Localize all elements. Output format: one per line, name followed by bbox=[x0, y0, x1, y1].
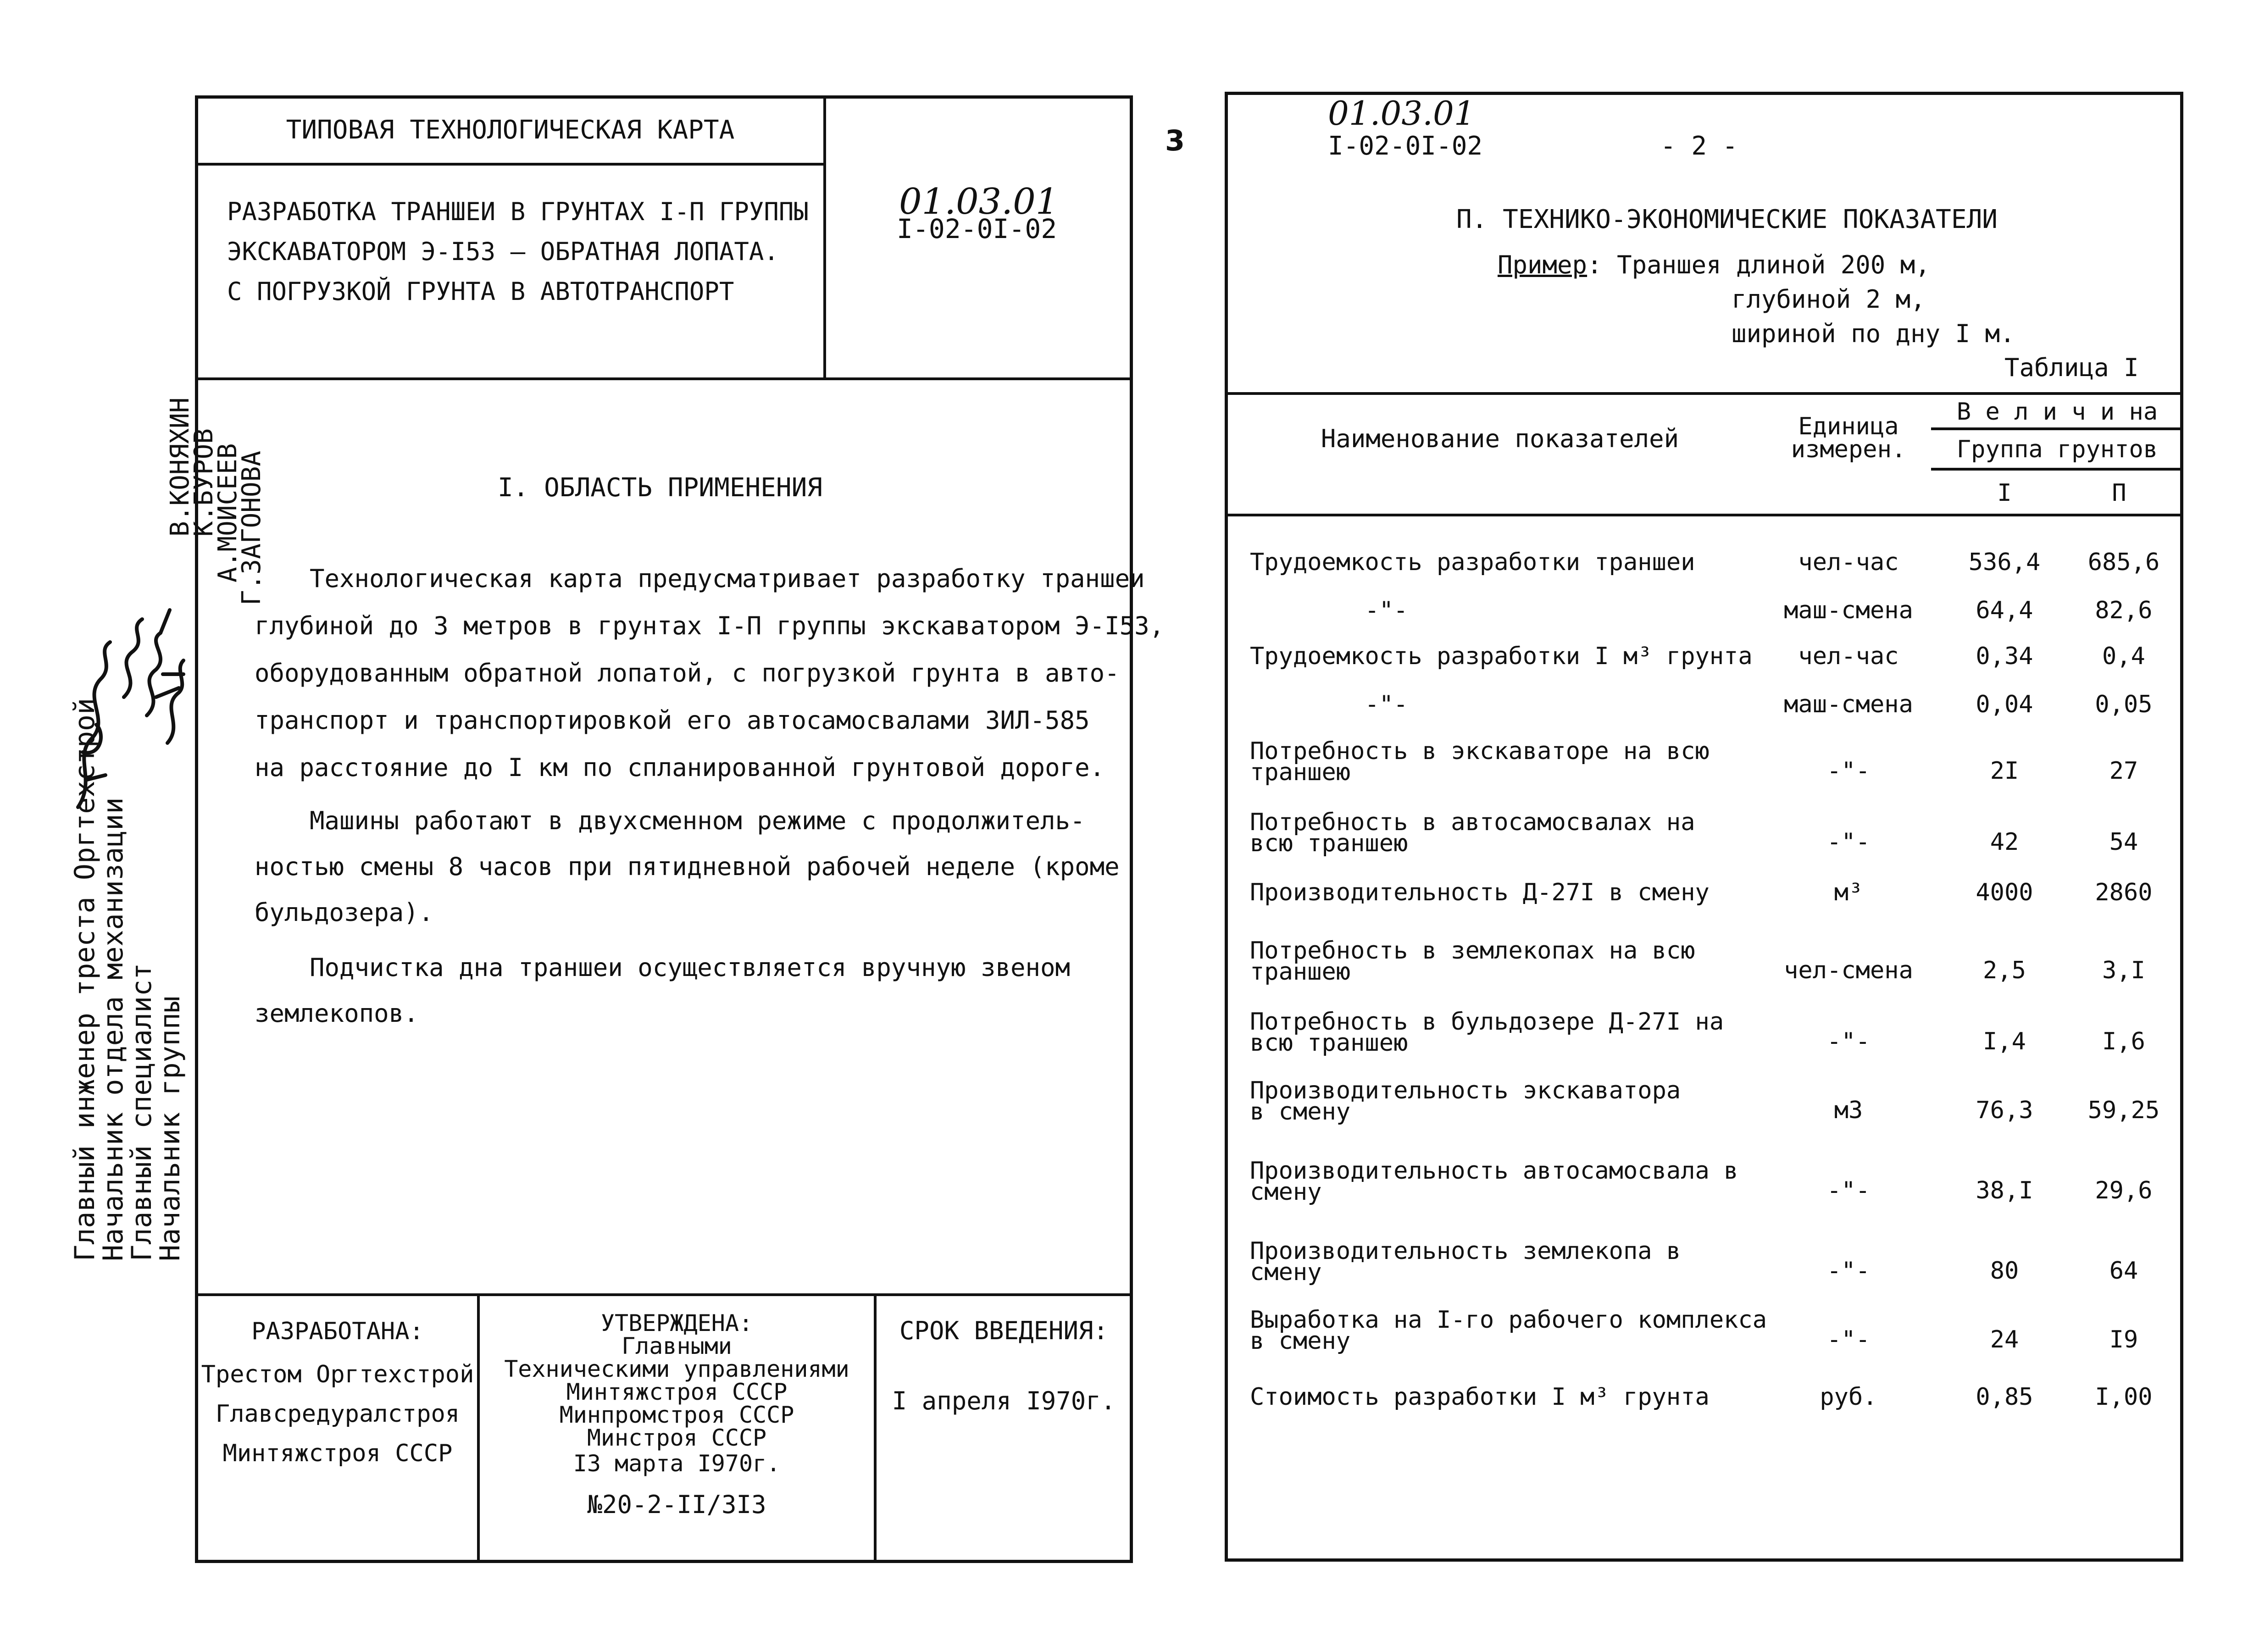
signatory-role: Главный инженер треста Оргтехстрой bbox=[69, 698, 101, 1261]
document-code: I-02-0I-02 bbox=[897, 213, 1057, 244]
indicator-unit: -"- bbox=[1827, 1257, 1870, 1285]
unit-header-line: измерен. bbox=[1791, 436, 1906, 463]
developed-line: Главсредуралстроя bbox=[215, 1400, 460, 1428]
value-group-2: 27 bbox=[2109, 757, 2138, 785]
subject-line: ЭКСКАВАТОРОМ Э-I53 – ОБРАТНАЯ ЛОПАТА. bbox=[227, 237, 779, 266]
value-group-2: 54 bbox=[2109, 828, 2138, 856]
value-group-1: 4000 bbox=[1976, 879, 2033, 906]
indicator-name: Потребность в бульдозере Д-27I на всю траншею bbox=[1250, 1008, 1724, 1057]
signatory-name: Г.ЗАГОНОВА bbox=[237, 450, 266, 605]
paragraph-line: Технологическая карта предусматривает разработку траншеи bbox=[310, 564, 1145, 593]
table-caption: Таблица I bbox=[2004, 353, 2139, 382]
value-group-2: 0,05 bbox=[2095, 691, 2153, 718]
value-group-1: 80 bbox=[1990, 1257, 2019, 1285]
value-group-2: 2860 bbox=[2095, 879, 2153, 906]
developed-by bbox=[198, 1312, 477, 1473]
developed-label: РАЗРАБОТАНА: bbox=[251, 1318, 424, 1345]
indicator-unit: -"- bbox=[1827, 1177, 1870, 1204]
paragraph-line: глубиной до 3 метров в грунтах I-П группы экскаватором Э-I53, bbox=[255, 611, 1165, 640]
value-group-1: 2,5 bbox=[1983, 957, 2026, 984]
value-group-2: I9 bbox=[2109, 1326, 2138, 1353]
page-number: 3 bbox=[1165, 124, 1185, 157]
value-group-1: 24 bbox=[1990, 1326, 2019, 1353]
approved-number: №20-2-II/3I3 bbox=[587, 1490, 766, 1519]
approved-line: Минтяжстроя СССР bbox=[566, 1379, 788, 1405]
left-footer-top bbox=[195, 1293, 1133, 1296]
indicator-name: Трудоемкость разработки I м³ грунта bbox=[1250, 643, 1753, 670]
scope-paragraph-2 bbox=[255, 798, 1120, 936]
date-value: I апреля I970г. bbox=[892, 1386, 1116, 1415]
subject-line: С ПОГРУЗКОЙ ГРУНТА В АВТОТРАНСПОРТ bbox=[227, 277, 734, 306]
example-block bbox=[1498, 248, 2015, 351]
table-header-rule-1 bbox=[1931, 427, 2183, 430]
table-header-rule-2 bbox=[1931, 468, 2183, 471]
approved-line: Техническими управлениями bbox=[504, 1356, 849, 1382]
paragraph-line: транспорт и транспортировкой его автосамосвалами ЗИЛ-585 bbox=[255, 706, 1090, 735]
value-group-2: I,6 bbox=[2102, 1028, 2145, 1055]
value-group-2: 29,6 bbox=[2095, 1177, 2153, 1204]
paragraph-line: ностью смены 8 часов при пятидневной рабочей неделе (кроме bbox=[255, 852, 1120, 881]
left-header-bottom bbox=[195, 377, 1133, 380]
value-group-1: 0,04 bbox=[1976, 691, 2033, 718]
right-handwritten-code: 01.03.01 bbox=[1328, 94, 1475, 133]
signatory-role: Начальник группы bbox=[154, 996, 186, 1261]
document-subject bbox=[227, 197, 809, 306]
indicator-name: Выработка на I-го рабочего комплекса в смену bbox=[1250, 1306, 1767, 1355]
example-line: шириной по дну I м. bbox=[1732, 319, 2015, 348]
value-group-1: 2I bbox=[1990, 757, 2019, 785]
date-label: СРОК ВВЕДЕНИЯ: bbox=[899, 1316, 1109, 1345]
right-document-code: I-02-0I-02 bbox=[1328, 131, 1483, 161]
value-group-1: 0,34 bbox=[1976, 643, 2033, 670]
value-group-1: 536,4 bbox=[1968, 549, 2041, 576]
signatory-name: А.МОИСЕЕВ bbox=[213, 443, 243, 582]
col-header-group-2: П bbox=[2112, 479, 2126, 507]
scope-paragraph-1 bbox=[255, 555, 1164, 791]
example-line bbox=[1498, 248, 2015, 282]
indicator-name: Потребность в автосамосвалах на всю траншею bbox=[1250, 809, 1695, 857]
approved-line: I3 марта I970г. bbox=[573, 1450, 781, 1477]
indicator-unit: чел-смена bbox=[1784, 957, 1913, 984]
subject-line: РАЗРАБОТКА ТРАНШЕИ В ГРУНТАХ I-П ГРУППЫ bbox=[227, 197, 809, 226]
indicator-name: -"- bbox=[1250, 597, 1408, 624]
example-text: : Траншея длиной 200 м, bbox=[1587, 250, 1930, 279]
example-label: Пример bbox=[1498, 250, 1587, 279]
handwritten-signatures bbox=[69, 459, 193, 826]
value-group-2: 59,25 bbox=[2087, 1097, 2160, 1124]
value-group-1: 64,4 bbox=[1976, 597, 2033, 624]
indicator-unit: -"- bbox=[1827, 828, 1870, 856]
approved-by bbox=[480, 1310, 874, 1519]
value-group-1: I,4 bbox=[1983, 1028, 2026, 1055]
paragraph-line: Машины работают в двухсменном режиме с продолжитель- bbox=[310, 806, 1085, 835]
indicator-name: Стоимость разработки I м³ грунта bbox=[1250, 1383, 1710, 1411]
value-group-1: 0,85 bbox=[1976, 1383, 2033, 1411]
header-title: ТИПОВАЯ ТЕХНОЛОГИЧЕСКАЯ КАРТА bbox=[286, 115, 735, 145]
indicator-unit: маш-смена bbox=[1784, 691, 1913, 718]
signatory-name: В.КОНЯХИН bbox=[165, 397, 195, 537]
approved-label: УТВЕРЖДЕНА: bbox=[600, 1310, 753, 1336]
paragraph-line: бульдозера). bbox=[255, 898, 434, 927]
indicator-name: -"- bbox=[1250, 691, 1408, 718]
example-line: глубиной 2 м, bbox=[1732, 285, 1926, 314]
paragraph-line: на расстояние до I км по спланированной грунтовой дороге. bbox=[255, 753, 1105, 782]
left-header-vertical bbox=[823, 95, 826, 380]
value-group-1: 42 bbox=[1990, 828, 2019, 856]
developed-line: Трестом Оргтехстрой bbox=[201, 1361, 474, 1388]
value-group-2: 3,I bbox=[2102, 957, 2145, 984]
indicator-unit: чел-час bbox=[1798, 643, 1899, 670]
paragraph-line: Подчистка дна траншеи осуществляется вручную звеном bbox=[310, 953, 1071, 982]
signatory-role: Начальник отдела механизации bbox=[97, 797, 129, 1261]
indicator-unit: м3 bbox=[1834, 1097, 1863, 1124]
indicator-name: Трудоемкость разработки траншеи bbox=[1250, 549, 1695, 576]
developed-line: Минтяжстроя СССР bbox=[222, 1440, 453, 1467]
paragraph-line: оборудованным обратной лопатой, с погрузкой грунта в авто- bbox=[255, 659, 1120, 687]
value-group-2: 685,6 bbox=[2087, 549, 2160, 576]
scope-paragraph-3 bbox=[255, 945, 1070, 1037]
indicator-unit: руб. bbox=[1820, 1383, 1877, 1411]
table-header-bottom bbox=[1225, 514, 2183, 516]
signatory-role: Главный специалист bbox=[126, 963, 158, 1261]
col-header-name: Наименование показателей bbox=[1321, 424, 1679, 453]
col-header-soil-group: Группа грунтов bbox=[1956, 436, 2158, 463]
signatory-row bbox=[154, 996, 195, 1261]
paragraph-line: землекопов. bbox=[255, 999, 419, 1028]
indicator-unit: -"- bbox=[1827, 1326, 1870, 1353]
handwritten-code: 01.03.01 bbox=[899, 181, 1059, 222]
indicator-name: Производительность Д-27I в смену bbox=[1250, 879, 1710, 906]
approved-line: Минпромстроя СССР bbox=[559, 1402, 794, 1428]
indicator-unit: чел-час bbox=[1798, 549, 1899, 576]
value-group-1: 38,I bbox=[1976, 1177, 2033, 1204]
value-group-2: 64 bbox=[2109, 1257, 2138, 1285]
effective-date bbox=[877, 1316, 1131, 1415]
section-title-indicators: П. ТЕХНИКО-ЭКОНОМИЧЕСКИЕ ПОКАЗАТЕЛИ bbox=[1456, 205, 1998, 234]
left-header-divider bbox=[195, 163, 826, 166]
table-top-rule bbox=[1225, 392, 2183, 395]
right-page-marker: - 2 - bbox=[1660, 131, 1738, 161]
indicator-name: Потребность в экскаваторе на всю траншею bbox=[1250, 737, 1710, 786]
col-header-unit bbox=[1780, 415, 1917, 461]
col-header-group-1: I bbox=[1997, 479, 2012, 507]
indicator-name: Потребность в землекопах на всю траншею bbox=[1250, 937, 1695, 986]
value-group-2: 82,6 bbox=[2095, 597, 2153, 624]
value-group-1: 76,3 bbox=[1976, 1097, 2033, 1124]
section-title-scope: I. ОБЛАСТЬ ПРИМЕНЕНИЯ bbox=[498, 473, 823, 503]
value-group-2: I,00 bbox=[2095, 1383, 2153, 1411]
indicator-unit: -"- bbox=[1827, 1028, 1870, 1055]
approved-line: Минстроя СССР bbox=[587, 1425, 767, 1451]
indicator-unit: -"- bbox=[1827, 757, 1870, 785]
indicator-name: Производительность экскаватора в смену bbox=[1250, 1077, 1681, 1125]
indicator-unit: м³ bbox=[1834, 879, 1863, 906]
value-group-2: 0,4 bbox=[2102, 643, 2145, 670]
indicator-name: Производительность землекопа в смену bbox=[1250, 1237, 1681, 1286]
indicator-unit: маш-смена bbox=[1784, 597, 1913, 624]
signatory-name: К.БУРОВ bbox=[189, 428, 219, 537]
indicator-name: Производительность автосамосвала в смену bbox=[1250, 1157, 1738, 1206]
approved-line: Главными bbox=[622, 1333, 732, 1359]
col-header-values: В е л и ч и на bbox=[1956, 398, 2158, 426]
unit-header-line: Единица bbox=[1798, 413, 1899, 440]
